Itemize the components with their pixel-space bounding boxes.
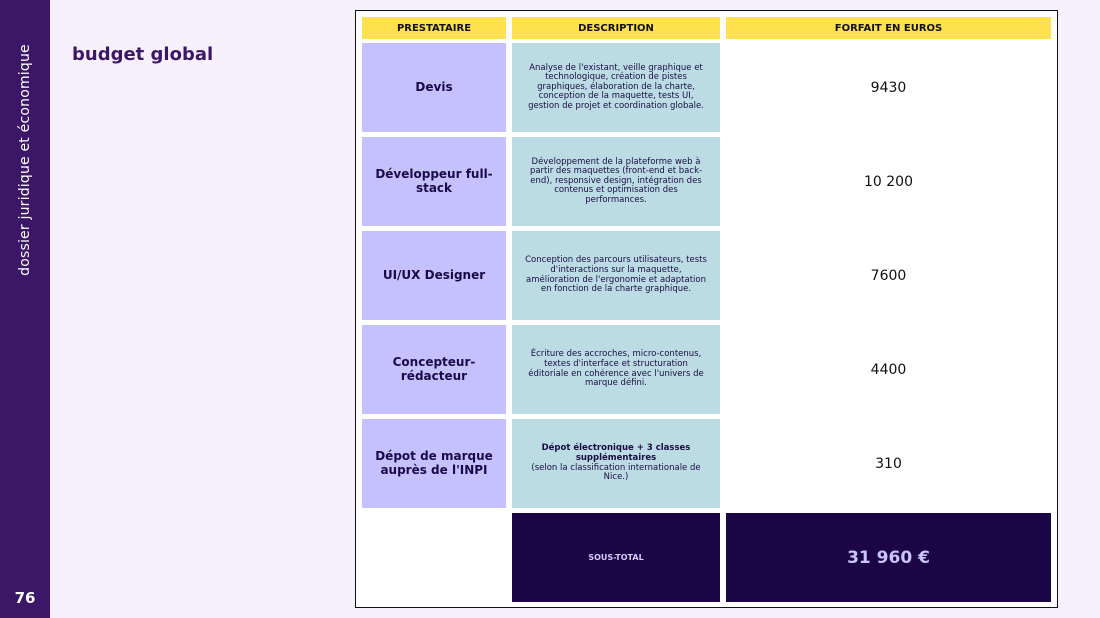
row-provider: Devis bbox=[362, 43, 506, 132]
row-provider: Développeur full-stack bbox=[362, 137, 506, 226]
row-description bbox=[512, 137, 720, 226]
row-description bbox=[512, 231, 720, 320]
row-price: 7600 bbox=[726, 231, 1051, 320]
budget-table bbox=[355, 10, 1058, 608]
sidebar-title: dossier juridique et économique bbox=[17, 44, 33, 276]
row-description-text: Développement de la plateforme web à partir des maquettes (front-end et back-end), responsive design, intégration des contenus et optimisation des performances. bbox=[529, 156, 703, 205]
page-number: 76 bbox=[14, 589, 36, 607]
row-description-text: (selon la classification internationale de Nice.) bbox=[531, 462, 701, 483]
section-title: budget global bbox=[72, 44, 214, 65]
subtotal-label: SOUS-TOTAL bbox=[512, 513, 720, 602]
row-description bbox=[512, 419, 720, 508]
header-description: DESCRIPTION bbox=[512, 17, 720, 39]
row-description-text: Conception des parcours utilisateurs, tests d'interactions sur la maquette, amélioration de l'ergonomie et adaptation en fonction de la charte graphique. bbox=[525, 255, 707, 295]
row-description-bold: Dépot électronique + 3 classes supplémentaires bbox=[541, 443, 691, 463]
header-provider: PRESTATAIRE bbox=[362, 17, 506, 39]
row-description-text: Écriture des accroches, micro-contenus, textes d'interface et structuration éditoriale en cohérence avec l'univers de marque défini. bbox=[528, 349, 704, 389]
row-provider: Concepteur-rédacteur bbox=[362, 325, 506, 414]
row-description-text: Analyse de l'existant, veille graphique et technologique, création de pistes graphiques, élaboration de la charte, conception de la maquette, tests UI, gestion de projet et coordination globale. bbox=[528, 62, 704, 111]
row-provider: Dépot de marque auprès de l'INPI bbox=[362, 419, 506, 508]
row-provider: UI/UX Designer bbox=[362, 231, 506, 320]
sidebar bbox=[0, 0, 50, 618]
row-description bbox=[512, 325, 720, 414]
row-price: 310 bbox=[726, 419, 1051, 508]
row-price: 10 200 bbox=[726, 137, 1051, 226]
row-price: 4400 bbox=[726, 325, 1051, 414]
row-description bbox=[512, 43, 720, 132]
row-price: 9430 bbox=[726, 43, 1051, 132]
subtotal-value: 31 960 € bbox=[726, 513, 1051, 602]
header-price: FORFAIT EN EUROS bbox=[726, 17, 1051, 39]
